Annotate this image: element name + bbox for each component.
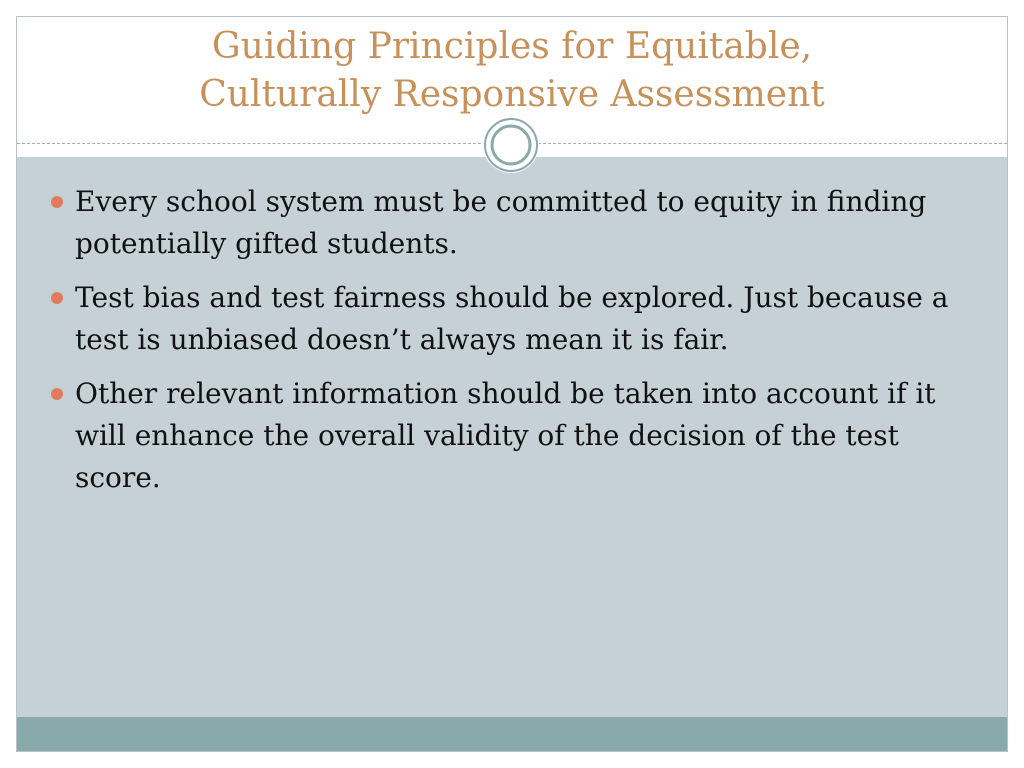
slide-title-line-1: Guiding Principles for Equitable, bbox=[211, 26, 813, 67]
bullet-item bbox=[49, 181, 979, 265]
bullet-list bbox=[49, 181, 979, 511]
bullet-text: Every school system must be committed to equity in finding potentially gifted students. bbox=[75, 185, 927, 260]
slide-title-line-2: Culturally Responsive Assessment bbox=[199, 74, 825, 115]
circle-ornament-icon bbox=[483, 117, 539, 173]
bullet-dot-icon bbox=[51, 196, 63, 208]
bullet-dot-icon bbox=[51, 292, 63, 304]
footer-bar bbox=[17, 717, 1007, 751]
bullet-text: Test bias and test fairness should be explored. Just because a test is unbiased doesn’t always mean it is fair. bbox=[75, 281, 949, 356]
slide-title bbox=[17, 23, 1007, 119]
slide bbox=[16, 16, 1008, 752]
bullet-item bbox=[49, 277, 979, 361]
bullet-text: Other relevant information should be taken into account if it will enhance the overall validity of the decision of the test score. bbox=[75, 377, 936, 494]
bullet-dot-icon bbox=[51, 388, 63, 400]
bullet-item bbox=[49, 373, 979, 499]
